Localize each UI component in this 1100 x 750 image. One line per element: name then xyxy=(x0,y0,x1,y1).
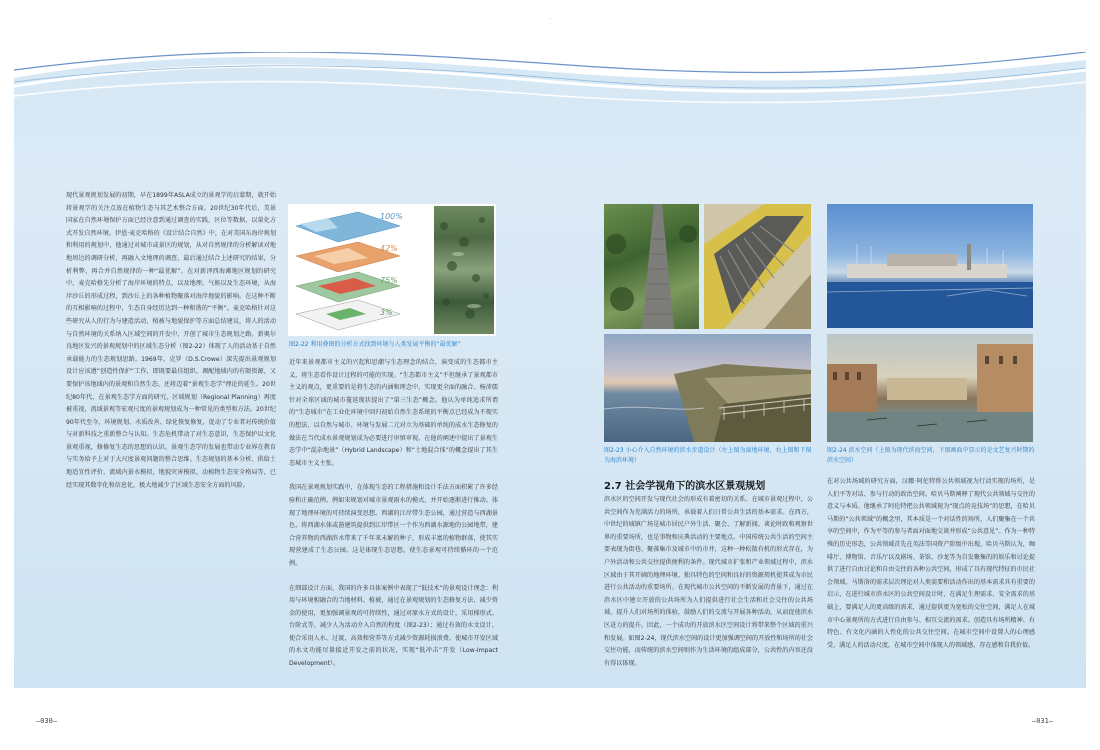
photo-metal-grating xyxy=(704,204,811,329)
paragraph: 在对公共场域的研究方面，汉娜·阿伦特将公共领域视为行动实现的场所，是人们平等对话、参与行动的政治空间。哈贝马斯阐释了现代公共领域与交往的意义与本质。他继承了阿伦特把公共领域视为“现点的竞技场”的思想，在哈贝马斯的“公共领域”的概念里，其本质是一个对话性的场所，人们聚集在一个共享的空间中，作为平等的参与者面对面地交谈并形成“公共意见”。作为一种特殊的历史形态，公共领域首先在英法等国资产阶级中出现，哈贝马斯认为，咖啡厅、博物馆、音乐厅以及剧场、茶馆、沙龙等为自发聚集的的娱乐和讨论提供了进行自由讨论和自由交往的各种公共空间，形成了具有现代特征的市民社会领域。马斯洛的需求层次理论对人类需要和活动作出的基本需求具有重要的启示，在进行城市滨水区的公共空间设计时，在满足生理需求、安全需求的基础上，要满足人的更高级的需求，通过提供更为宽松的交往空间，满足人在城市中心景观所的方式进行自由参与、相互交流的需求。创造具有场所精神、有特色、有文化内涵的人性化的公共交往空间。在城市空间中设置人的心理感受，满足人的活动尺度，在城市空间中体现人的领域感、存在感和自我价值。 xyxy=(827,478,1035,649)
page-number-right: —031— xyxy=(1032,717,1054,725)
print-mark: · xyxy=(549,16,551,23)
figure-2-23-caption: 图2-23 小心介入自然环境的滨水步道设计（左上图为湿地环境，右上图和下图为海滨环境） xyxy=(604,447,812,464)
paragraph: 滨水区的空间开发与现代社会的形成有着密切的关系。在城市景观过程中，公共空间作为充满活力的场所，承载着人们日常公共生活的基本需求。在西方，中世纪的城镇广场是城市居民户外生活、聚会、了解新闻、谈论时政和观察世界的重要场所，也是事物和庆典活动的主要地点。中国传统公共生活的空间主要表现为街巷、聚落集市及城市中的市井，这种一种松散有机的形式存在，为户外活动和公共交往提供便利的条件。现代城市扩张和产业领域过程中，滨水区域由于其开阔的地理环境、独具特色的空间和良好的资源契机使其成为市民进行公共活动的重要场所。在现代城市公共空间的不断发展的背景下，通过在滨水区中建立开放的公共场所为人们提供进行社会生活和社会交往的公共场域，提升人们对场所的体验，鼓励人们的交流与开展各种活动，从而促使滨水区迸力的提升。因此，一个成功的开放滨水区空间设计将带来整个区域的重兴和发展。如图2-24，现代滨水空间的设计更加强调空间的开放性和场所的社会交往功能，而传统的滨水空间则作为生活环境的组成部分，公共性的内容还没有得以体现。 xyxy=(604,496,813,667)
column-center-left-text xyxy=(289,357,498,675)
layered-map-diagram xyxy=(288,204,436,336)
percent-75: 75% xyxy=(380,276,398,285)
boardwalk-drawing xyxy=(604,204,699,329)
percent-42: 42% xyxy=(380,244,398,253)
waterfront-drawing xyxy=(827,204,1033,328)
grating-drawing xyxy=(704,204,811,329)
percent-3: 3% xyxy=(380,308,393,317)
photo-coastal-walkway xyxy=(604,334,811,442)
photo-modern-waterfront xyxy=(827,204,1033,328)
figure-2-24-caption: 图2-24 滨水空间（上图为现代滨海空间，下图画面中显示的是文艺复兴时期的滨水空间） xyxy=(827,447,1035,464)
section-heading-2-7: 2.7 社会学视角下的滨水区景观规划 xyxy=(604,481,766,492)
paragraph: 现代景观规划发展的初期，早在1899年ASLA成立的景观学的启蒙期，就开始将景观学的关注点放在植物生态与其艺术整合方面。20世纪30年代后，美景国家在自然环境保护方面已经注意到通过调查的实践，区位等数据，以量化方式开发自然环境。伊恩·麦克哈格的《设计结合自然》中，在对美国东海岸规划和利用的规划中，他通过对城市或景区的规划，从对自然规律的分析解读对地地周边的调研分析，再融入文地理的调查，最后通过结合上述研究的结果，分析利弊，再合并自然规律的一种“最优解”。在对新泽西海滩地区规划的研究中，麦克哈格先分析了海岸环境的特点，以及地理、气候以及生态环境，从海岸沙丘的形成过程，到沙丘上的各种植物聚落对海岸地貌的影响。在这种不断的互相影响的过程中，生态自身经历达到一种和谐的“平衡”。麦克哈格针对这些研究从人的行为与建造活动、植被与地貌保护等方面总结建议，将人的活动与自然环境的关系纳入区域空间的开发中，开创了城市生态规划之路。新奥尔良地区发兴的景观规划中的区域生态分析（图2-22）体现了人的活动基于自然承载能力的生态规划思路。1969年，克罗（D.S.Crowe）深先提出景观规划设计应该遵“创造性保护”工作，即既要最佳组织、调配地域内的有限资源，又要保护该地域内的景观和自然生态，还将迈着“景观生态学”理论的延生。20世纪80年代，在景观生态学方面的研究、区域规划（Regional Planning）再度被重视，流域景观等宏观尺度的景观规划成为一种常见的类型和方法。20世纪90年代至今，环境规划、水质改善、绿化恢复修复，促动了专业者对传统价值与对新科技之重新整合与认知。生态危机带动了对生态意识，生态保护以文化景观重视，修修复生态的思想的认识。景观生态学的发展也带动专业界在教育与实务给予上对于大尺度景观问题的整合思维。生态规划的基本分析、供给土地适宜性评价，流域内景水模拟，地貌灾害模拟、动植物生态安全格局等，已经实现其数字化和信息化，极大地减少了区域生态安全方面的风险。 xyxy=(66,192,276,489)
figure-2-22-caption: 图2-22 利用叠图的分析方式找到环境与人类发展平衡的“最优解” xyxy=(289,341,461,348)
column-right-text xyxy=(827,476,1035,676)
paragraph: 近年来景观都市主义的兴起和思潮与生态理念的结合，演变成的生态都市主义，将生态看作设计过程的可能的实现。“生态都市主义”不但继承了景观都市主义的观点，更重要的是将生态的内涵和理念中，实现更全面的融合。杨沛儒针对全球区域的城市蔓延现状提出了“第三生态”概念。他认为单纯追求所谓的“生态城市”在工业化环境中回归初始自然生态系统的平衡点已经成为不现实的想法，以自然与城市、环境与发展二元对立为基础的单纯的成水生态修复的做法在当代成水景观规划成为必要进行审慎审视，在他的阐述中提出了景观生态学中“混杂地景”（Hybrid Landscape）和“土地混合体”的概念提出了其生态城市主义主张。 xyxy=(289,359,498,467)
wetland-texture xyxy=(434,206,494,334)
canal-painting-drawing xyxy=(827,334,1033,442)
photo-wetland-boardwalk xyxy=(604,204,699,329)
photo-renaissance-canal-painting xyxy=(827,334,1033,442)
percent-100: 100% xyxy=(380,212,403,221)
paragraph: 我国在景观规划实践中，在体现生态的工程措施和设计手法方面积累了许多经验和正确范例。例如宋规划对城市景观雨水的模式，并开始逐渐进行推动。体现了地理环境的可持续演变思想。西湖的江岸带生态公园，通过营造与西湖景色，将西湖水体或凿建筑提供到江岸带区一个作为西湖水源地的公园地带，建合营养物的西湖滨水带来了千年来未解的种子，形成丰富的植物群落，使其实现营建成了生态公园。这是体现生态思想，使生态景观可持续循环的一个范例。 xyxy=(289,484,498,567)
page-number-left: —030— xyxy=(36,717,58,725)
column-left-text xyxy=(66,190,276,554)
figure-2-22 xyxy=(288,204,496,336)
column-center-right-text xyxy=(604,494,813,676)
paragraph: 在细部设计方面，我国的许多具体案例中表现了“低技术”的景观设计理念：利用与环境相融合的当地材料、植被，通过在景观规划的生态修复方法，减少资金的使用，更加强调景观的可持续性，通过对原水方式的设计，采用梯形式、台阶式等，减少人为活动介入自然的程度（图2-23）；通过有效的水文设计，使合采用人水、过渡，高效和营养等方式减少资源耗损浪费。使城市开发区域的水文功能尽量接近开发之前的状况，实现“低冲击”开发（Low-Impact Development）。 xyxy=(289,584,498,668)
coastal-drawing xyxy=(604,334,811,442)
